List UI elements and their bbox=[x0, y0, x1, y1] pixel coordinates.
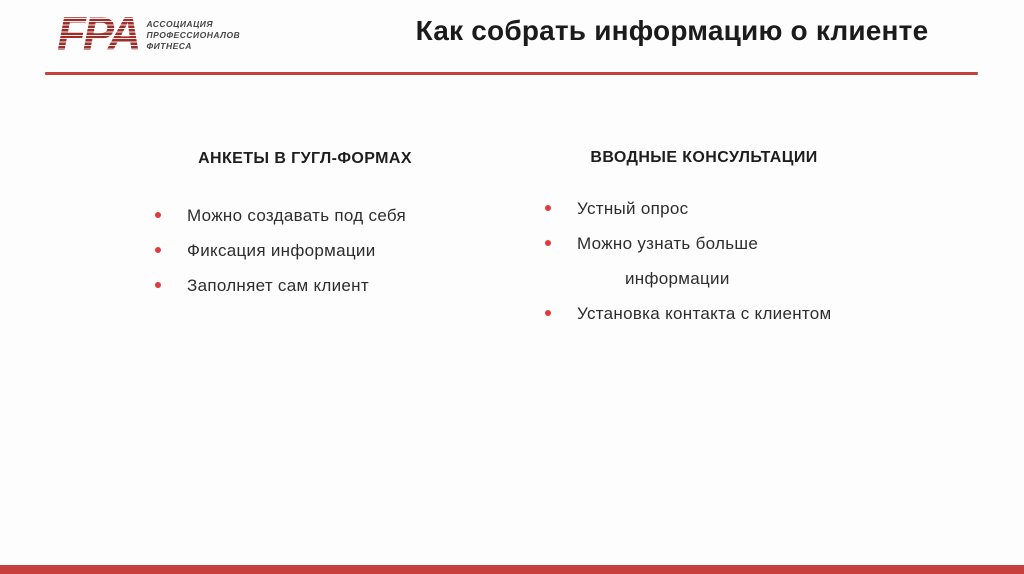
list-item-text: Можно узнать больше bbox=[577, 234, 759, 253]
title-underline bbox=[45, 72, 978, 75]
bullet-list bbox=[530, 191, 878, 331]
list-item-text: Установка контакта с клиентом bbox=[577, 304, 832, 323]
footer-accent-bar bbox=[0, 565, 1024, 574]
column-intro-consultations bbox=[530, 148, 878, 331]
list-item bbox=[140, 233, 470, 268]
column-google-forms bbox=[140, 149, 470, 303]
column-heading: АНКЕТЫ В ГУГЛ-ФОРМАХ bbox=[198, 150, 412, 167]
list-item bbox=[530, 296, 878, 331]
fpa-logo bbox=[57, 7, 241, 60]
list-item-text: Можно создавать под себя bbox=[187, 206, 407, 225]
logo-org-line: ПРОФЕССИОНАЛОВ bbox=[146, 30, 241, 40]
fpa-logo-mark: FPA bbox=[57, 7, 139, 60]
list-item-text: Заполняет сам клиент bbox=[187, 276, 369, 295]
list-item bbox=[530, 191, 878, 226]
list-item bbox=[140, 198, 470, 233]
logo-org-line: АССОЦИАЦИЯ bbox=[146, 19, 214, 29]
list-item-text-wrap: информации bbox=[625, 269, 730, 288]
fpa-logo-org-name bbox=[147, 19, 241, 52]
list-item-text: Фиксация информации bbox=[187, 241, 376, 260]
list-item-text: Устный опрос bbox=[577, 199, 689, 218]
slide-title: Как собрать информацию о клиенте bbox=[415, 15, 929, 46]
list-item bbox=[530, 226, 878, 296]
bullet-list bbox=[140, 198, 470, 303]
list-item bbox=[140, 268, 470, 303]
logo-org-line: ФИТНЕСА bbox=[146, 41, 192, 51]
column-heading: ВВОДНЫЕ КОНСУЛЬТАЦИИ bbox=[590, 149, 818, 166]
